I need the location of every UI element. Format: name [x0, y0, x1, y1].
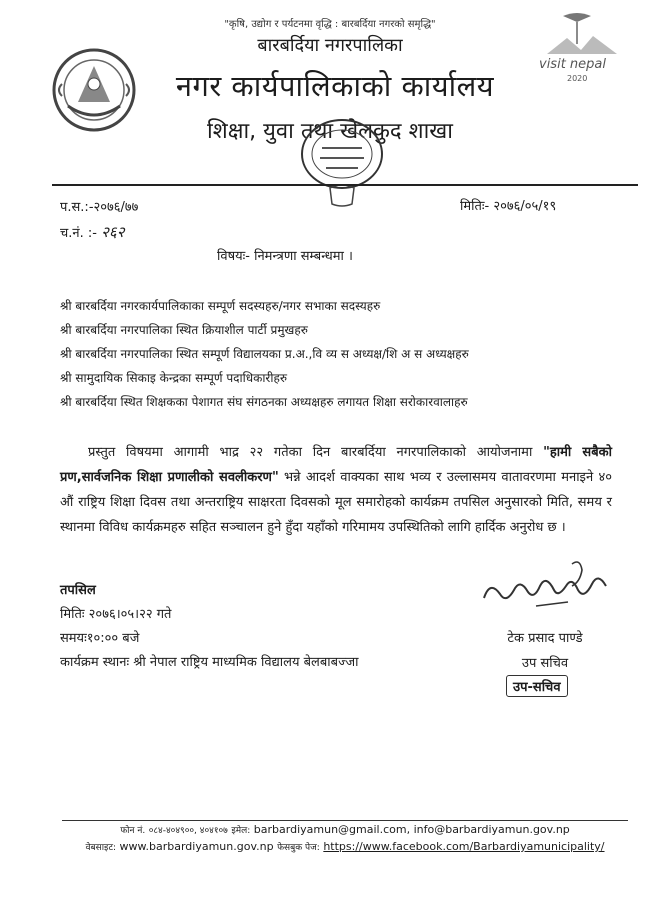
- body-text-part1: प्रस्तुत विषयमा आगामी भाद्र २२ गतेका दिन बारबर्दिया नगरपालिकाको आयोजनामा: [88, 445, 533, 460]
- office-title: नगर कार्यपालिकाको कार्यालय: [175, 69, 495, 103]
- body-motto: "हामी सबैको प्रण,सार्वजनिक शिक्षा प्रणालीको सवलीकरण": [60, 445, 612, 485]
- municipality-name: बारबर्दिया नगरपालिका: [257, 35, 403, 56]
- signatory-name: टेक प्रसाद पाण्डे: [507, 631, 583, 646]
- handwritten-signature: [476, 556, 616, 616]
- dispatch-number-value: २६२: [101, 223, 125, 241]
- addressee-line: श्री बारबर्दिया नगरपालिका स्थित सम्पूर्ण विद्यालयका प्र.अ.,वि व्य स अध्यक्ष/शि अ स अध्यक्षहरु: [60, 347, 469, 361]
- addressee-line: श्री बारबर्दिया नगरपालिका स्थित क्रियाशील पार्टी प्रमुखहरु: [60, 323, 308, 337]
- email-address[interactable]: barbardiyamun@gmail.com, info@barbardiyamun.gov.np: [253, 823, 570, 836]
- schedule-title: तपसिल: [60, 583, 96, 598]
- phone-number: ०८४-४०४९००, ४०४१०७: [148, 826, 228, 836]
- website-label: वेबसाइट:: [85, 843, 117, 853]
- slogan-text: "कृषि, उद्योग र पर्यटनमा वृद्धि : बारबर्दिया नगरको समृद्धि": [224, 19, 436, 30]
- visit-logo-year: 2020: [567, 74, 588, 83]
- letter-number: प.स.:-२०७६/७७: [60, 200, 139, 215]
- footer-web-line: [62, 840, 628, 853]
- website-link[interactable]: www.barbardiyamun.gov.np: [119, 840, 274, 853]
- branch-title: शिक्षा, युवा तथा खेलकुद शाखा: [207, 119, 453, 144]
- signatory-title: उप सचिव: [521, 656, 569, 671]
- schedule-venue: कार्यक्रम स्थानः श्री नेपाल राष्ट्रिय माध्यमिक विद्यालय बेलबाबज्जा: [60, 655, 359, 670]
- addressee-line: श्री सामुदायिक सिकाइ केन्द्रका सम्पूर्ण पदाधिकारीहरु: [60, 371, 287, 385]
- subject-line: विषयः- निमन्त्रणा सम्बन्धमा ।: [217, 249, 353, 264]
- phone-label: फोन नं.: [120, 826, 146, 836]
- letter-date: मितिः- २०७६/०५/१९: [460, 199, 557, 214]
- body-paragraph: [60, 440, 612, 540]
- schedule-date: मितिः २०७६।०५।२२ गते: [60, 607, 172, 622]
- footer-divider: [62, 820, 628, 821]
- body-text-part2: भन्ने आदर्श वाक्यका साथ भव्य र उल्लासमय वातावरणमा मनाइने ४० औं राष्ट्रिय शिक्षा दिवस तथा अन्तराष्ट्रिय साक्षरता दिवसको मूल समारोहको कार्यक्रम तपसिल अनुसारको मिति, समय र स्थानमा विविध कार्यक्रमहरु सहित सञ्चालन हुने हुँदा यहाँको गरिमामय उपस्थितिको लागि हार्दिक अनुरोध छ ।: [60, 470, 612, 535]
- schedule-time: समयः१०:०० बजे: [60, 631, 140, 646]
- addressee-line: श्री बारबर्दिया नगरकार्यपालिकाका सम्पूर्ण सदस्यहरु/नगर सभाका सदस्यहरु: [60, 299, 381, 313]
- government-emblem-logo: [48, 44, 140, 136]
- facebook-label: फेसबुक पेज:: [277, 843, 320, 853]
- email-label: इमेल:: [231, 826, 251, 836]
- footer-contact-line: [62, 823, 628, 836]
- addressee-line: श्री बारबर्दिया स्थित शिक्षकका पेशागत संघ संगठनका अध्यक्षहरु लगायत शिक्षा सरोकारवालाहरु: [60, 395, 468, 409]
- header-divider: [52, 184, 638, 186]
- received-stamp: [296, 114, 388, 210]
- visit-nepal-logo: [533, 10, 633, 86]
- visit-logo-text: visit nepal: [539, 57, 606, 72]
- dispatch-number: [60, 222, 125, 242]
- dispatch-number-label: च.नं. :-: [60, 226, 97, 241]
- designation-stamp: उप-सचिव: [506, 675, 568, 697]
- facebook-link[interactable]: https://www.facebook.com/Barbardiyamunicipality/: [323, 840, 605, 853]
